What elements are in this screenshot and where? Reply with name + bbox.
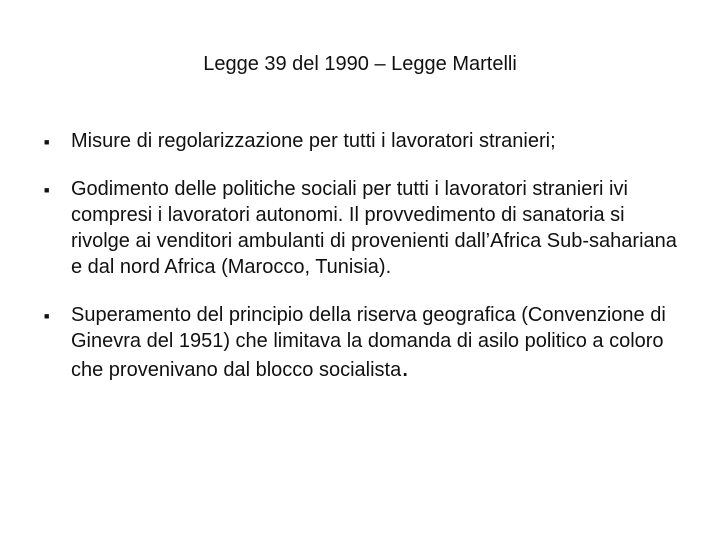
bullet-text: Superamento del principio della riserva geografica (Convenzione di Ginevra del 1951) che limitava la domanda di asilo politico a coloro che provenivano dal blocco socialista	[71, 304, 666, 381]
square-bullet-icon	[44, 302, 49, 329]
bullet-end-period: .	[401, 351, 409, 382]
title-separator: –	[368, 53, 392, 75]
square-bullet-icon	[44, 128, 49, 155]
bullet-item-social-policies	[44, 176, 684, 280]
bullet-text: Godimento delle politiche sociali per tutti i lavoratori stranieri ivi compresi i lavoratori autonomi. Il provvedimento di sanatoria si rivolge ai venditori ambulanti di provenienti dall’Africa Sub-sahariana e dal nord Africa (Marocco, Tunisia).	[71, 178, 677, 278]
bullet-list	[44, 128, 684, 405]
bullet-item-geographic-reserve	[44, 302, 684, 383]
slide-title	[0, 50, 720, 78]
bullet-item-regularization	[44, 128, 684, 154]
square-bullet-icon	[44, 176, 49, 203]
title-law-name: Legge Martelli	[391, 53, 517, 75]
title-law-number: Legge 39 del 1990	[203, 53, 369, 75]
bullet-text: Misure di regolarizzazione per tutti i lavoratori stranieri;	[71, 130, 556, 152]
